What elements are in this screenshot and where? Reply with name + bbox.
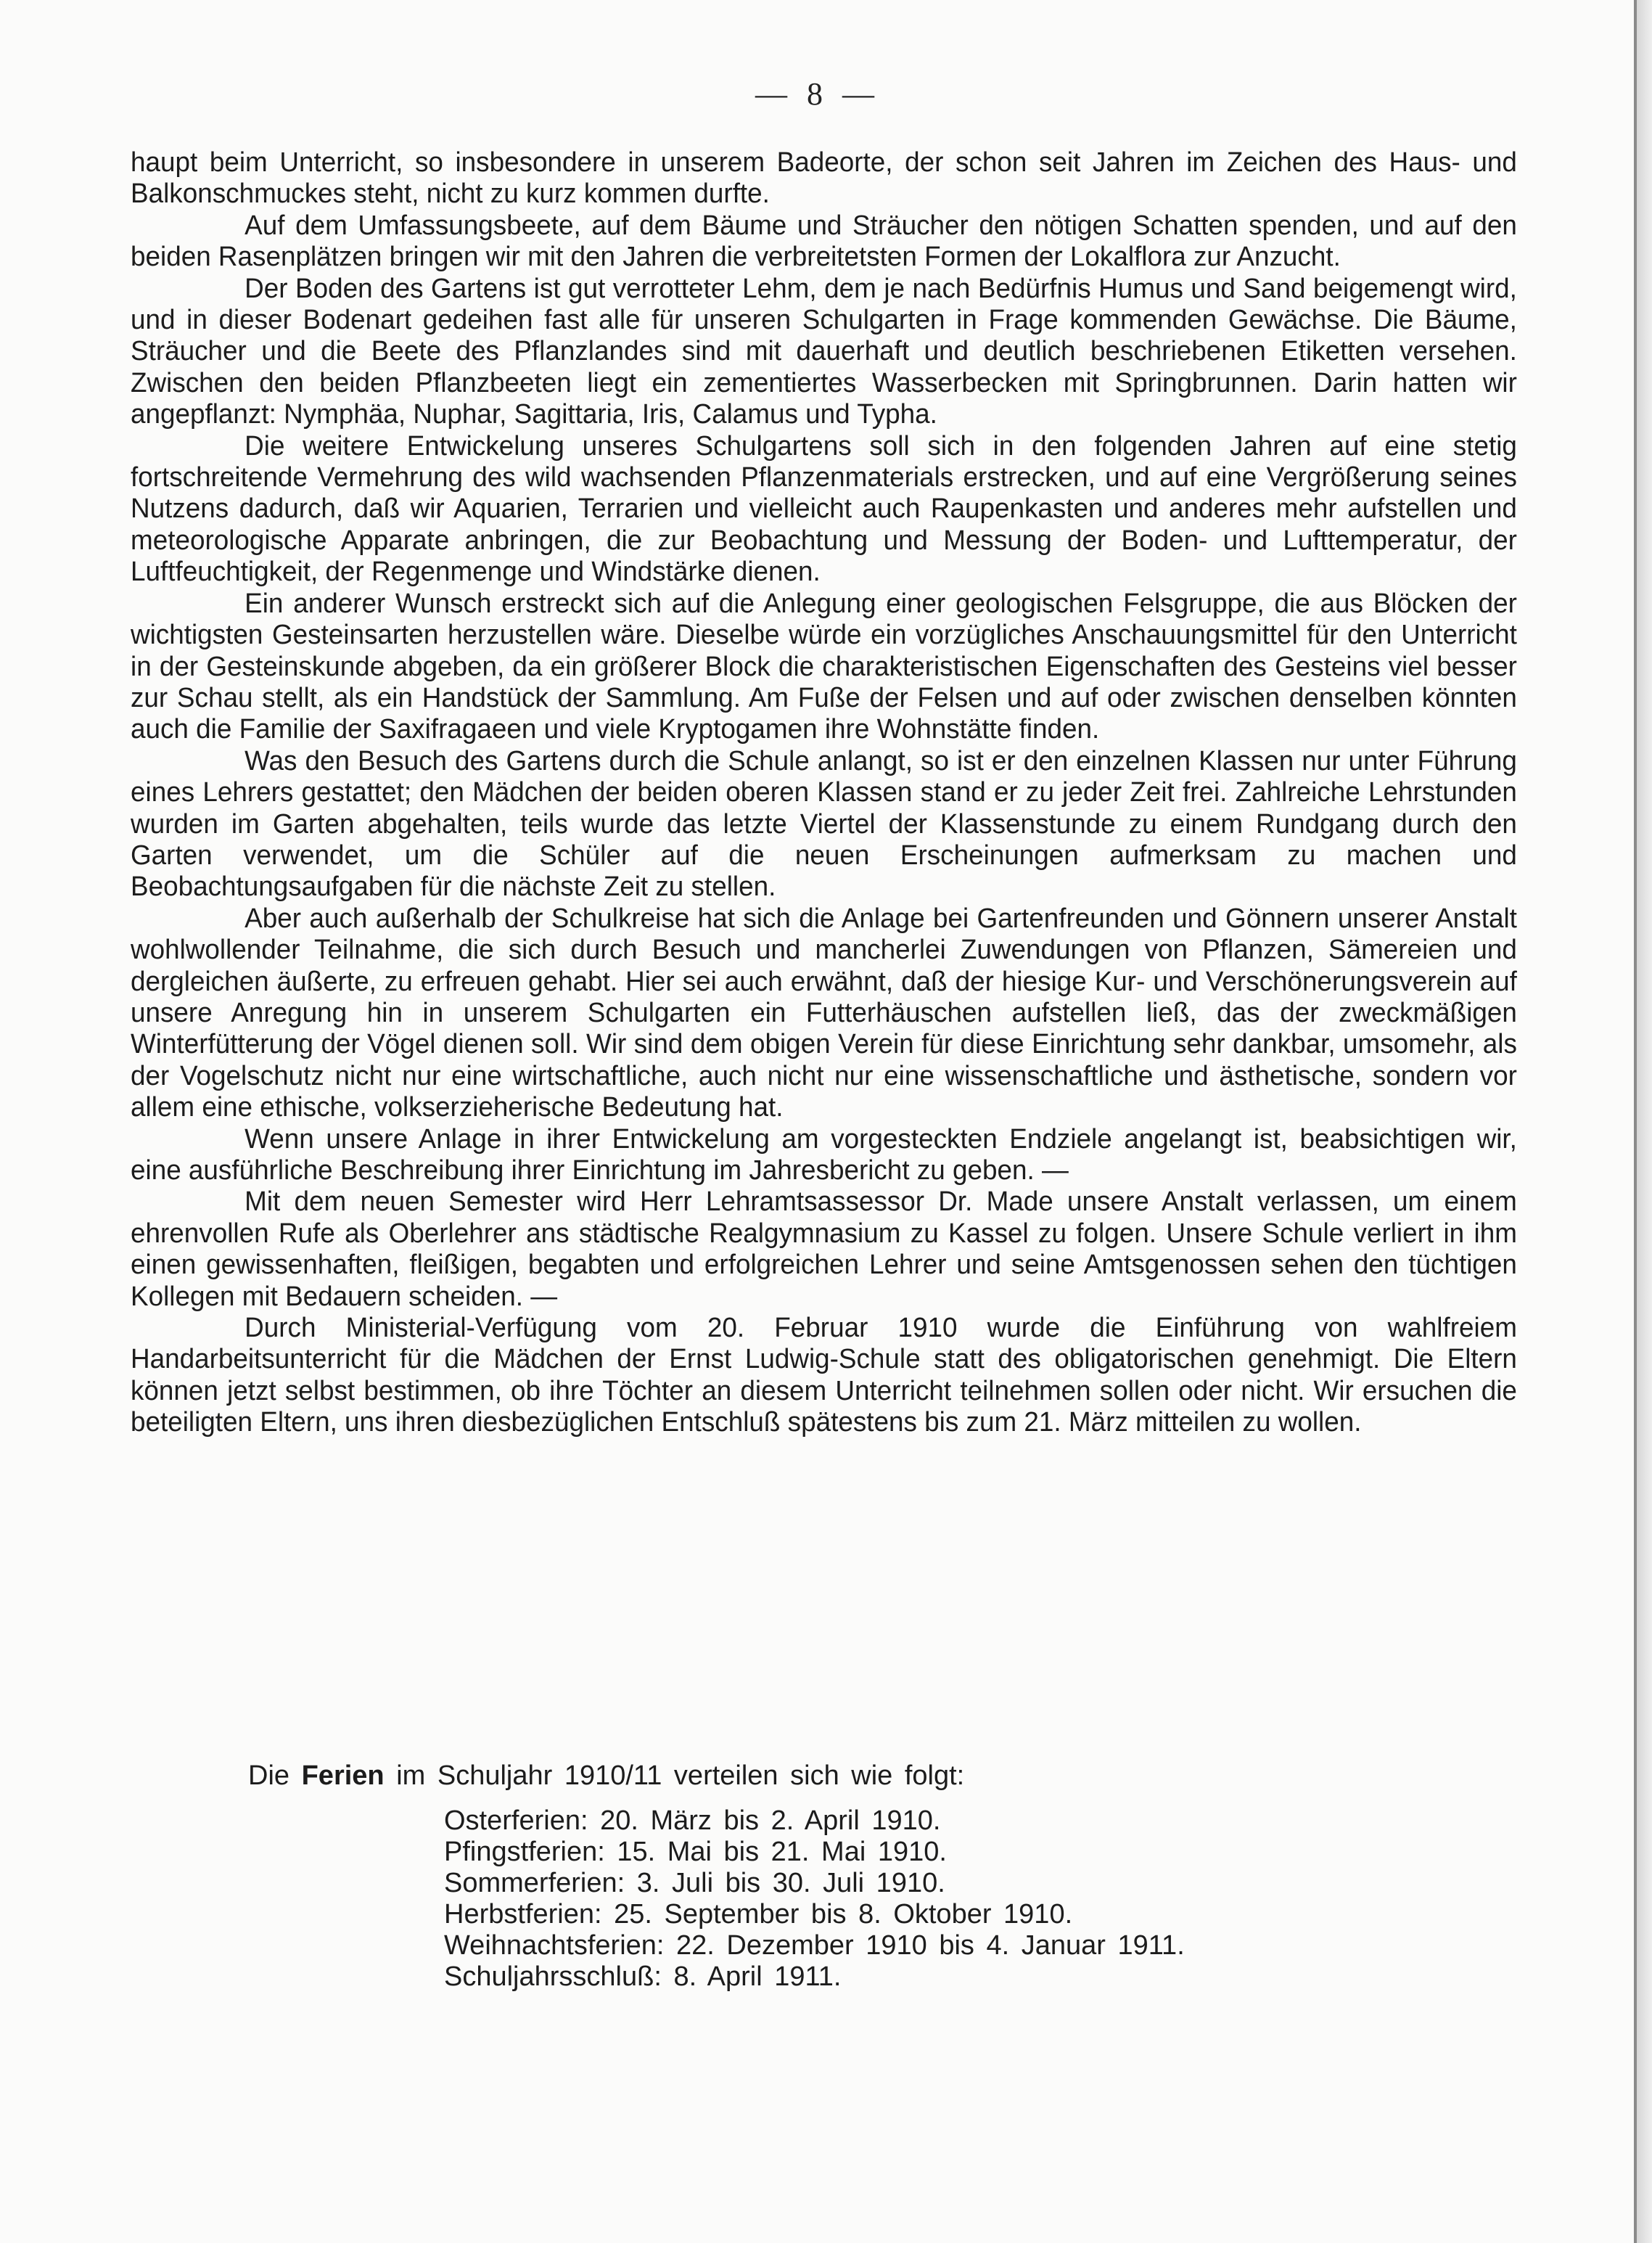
- holiday-intro: [248, 1760, 964, 1792]
- paragraph-2: Auf dem Umfassungsbeete, auf dem Bäume und Sträucher den nötigen Schatten spenden, und auf den beiden Rasenplätzen bringen wir mit den Jahren die verbreitetsten Formen der Lokalflora zur Anzucht.: [131, 210, 1517, 273]
- holiday-intro-bold: Ferien: [301, 1760, 385, 1791]
- holiday-row: [444, 1899, 1185, 1930]
- holiday-label: Pfingstferien:: [444, 1837, 605, 1867]
- holiday-dates: 8. April 1911.: [673, 1961, 842, 1992]
- paragraph-1: haupt beim Unterricht, so insbesondere in unserem Badeorte, der schon seit Jahren im Zeichen des Haus- und Balkonschmuckes steht, nicht zu kurz kommen durfte.: [131, 147, 1517, 210]
- paragraph-8: Wenn unsere Anlage in ihrer Entwickelung am vorgesteckten Endziele angelangt ist, beabsichtigen wir, eine ausführliche Beschreibung ihrer Einrichtung im Jahresbericht zu geben. —: [131, 1123, 1517, 1186]
- paragraph-6: Was den Besuch des Gartens durch die Schule anlangt, so ist er den einzelnen Klassen nur unter Führung eines Lehrers gestattet; den Mädchen der beiden oberen Klassen stand er zu jeder Zeit frei. Zahlreiche Lehrstunden wurden im Garten abgehalten, teils wurde das letzte Viertel der Klassenstunde zu einem Rundgang durch den Garten verwendet, um die Schüler auf die neuen Erscheinungen aufmerksam zu machen und Beobachtungsaufgaben für die nächste Zeit zu stellen.: [131, 745, 1517, 903]
- holiday-row: [444, 1961, 1185, 1993]
- holiday-row: [444, 1805, 1185, 1837]
- holiday-label: Herbstferien:: [444, 1899, 602, 1930]
- page-number: — 8 —: [755, 76, 880, 112]
- holiday-label: Sommerferien:: [444, 1868, 625, 1898]
- holiday-label: Osterferien:: [444, 1805, 588, 1836]
- holiday-dates: 22. Dezember 1910 bis 4. Januar 1911.: [676, 1930, 1185, 1961]
- holiday-list: [444, 1805, 1185, 1993]
- paragraph-4: Die weitere Entwickelung unseres Schulgartens soll sich in den folgenden Jahren auf eine stetig fortschreitende Vermehrung des wild wachsenden Pflanzenmaterials erstrecken, und auf eine Vergrößerung seines Nutzens dadurch, daß wir Aquarien, Terrarien und vielleicht auch Raupenkasten und anderes mehr aufstellen und meteorologische Apparate anbringen, die zur Beobachtung und Messung der Boden- und Lufttemperatur, der Luftfeuchtigkeit, der Regenmenge und Windstärke dienen.: [131, 430, 1517, 588]
- holiday-row: [444, 1837, 1185, 1868]
- holiday-dates: 15. Mai bis 21. Mai 1910.: [617, 1837, 947, 1867]
- holiday-label: Schuljahrsschluß:: [444, 1961, 662, 1992]
- holiday-dates: 3. Juli bis 30. Juli 1910.: [636, 1868, 945, 1898]
- holiday-label: Weihnachtsferien:: [444, 1930, 665, 1961]
- holiday-intro-after: im Schuljahr 1910/11 verteilen sich wie folgt:: [396, 1760, 965, 1791]
- paragraph-3: Der Boden des Gartens ist gut verrotteter Lehm, dem je nach Bedürfnis Humus und Sand beigemengt wird, und in dieser Bodenart gedeihen fast alle für unseren Schulgarten in Frage kommenden Gewächse. Die Bäume, Sträucher und die Beete des Pflanzlandes sind mit dauerhaft und deutlich beschriebenen Etiketten versehen. Zwischen den beiden Pflanzbeeten liegt ein zementiertes Wasserbecken mit Springbrunnen. Darin hatten wir angepflanzt: Nymphäa, Nuphar, Sagittaria, Iris, Calamus und Typha.: [131, 273, 1517, 430]
- holiday-intro-before: Die: [248, 1760, 290, 1791]
- holiday-dates: 25. September bis 8. Oktober 1910.: [614, 1899, 1073, 1930]
- holiday-row: [444, 1868, 1185, 1899]
- holiday-dates: 20. März bis 2. April 1910.: [600, 1805, 941, 1836]
- paragraph-5: Ein anderer Wunsch erstreckt sich auf die Anlegung einer geologischen Felsgruppe, die aus Blöcken der wichtigsten Gesteinsarten herzustellen wäre. Dieselbe würde ein vorzügliches Anschauungsmittel für den Unterricht in der Gesteinskunde abgeben, da ein größerer Block die charakteristischen Eigenschaften des Gesteins viel besser zur Schau stellt, als ein Handstück der Sammlung. Am Fuße der Felsen und auf oder zwischen denselben könnten auch die Familie der Saxifragaeen und viele Kryptogamen ihre Wohnstätte finden.: [131, 588, 1517, 745]
- adjacent-page-margin: [1637, 0, 1652, 2243]
- body-text: [131, 147, 1517, 1439]
- holiday-row: [444, 1930, 1185, 1961]
- paragraph-10: Durch Ministerial-Verfügung vom 20. Februar 1910 wurde die Einführung von wahlfreiem Handarbeitsunterricht für die Mädchen der Ernst Ludwig-Schule statt des obligatorischen genehmigt. Die Eltern können jetzt selbst bestimmen, ob ihre Töchter an diesem Unterricht teilnehmen sollen oder nicht. Wir ersuchen die beteiligten Eltern, uns ihren diesbezüglichen Entschluß spätestens bis zum 21. März mitteilen zu wollen.: [131, 1313, 1517, 1438]
- paragraph-9: Mit dem neuen Semester wird Herr Lehramtsassessor Dr. Made unsere Anstalt verlassen, um einem ehrenvollen Rufe als Oberlehrer ans städtische Realgymnasium zu Kassel zu folgen. Unsere Schule verliert in ihm einen gewissenhaften, fleißigen, begabten und erfolgreichen Lehrer und seine Amtsgenossen sehen den tüchtigen Kollegen mit Bedauern scheiden. —: [131, 1186, 1517, 1312]
- paragraph-7: Aber auch außerhalb der Schulkreise hat sich die Anlage bei Gartenfreunden und Gönnern unserer Anstalt wohlwollender Teilnahme, die sich durch Besuch und mancherlei Zuwendungen von Pflanzen, Sämereien und dergleichen äußerte, zu erfreuen gehabt. Hier sei auch erwähnt, daß der hiesige Kur- und Verschönerungsverein auf unsere Anregung hin in unserem Schulgarten ein Futterhäuschen aufstellen ließ, das der zweckmäßigen Winterfütterung der Vögel dienen soll. Wir sind dem obigen Verein für diese Einrichtung sehr dankbar, umsomehr, als der Vogelschutz nicht nur eine wirtschaftliche, auch nicht nur eine wissenschaftliche und ästhetische, sondern vor allem eine ethische, volkserzieherische Bedeutung hat.: [131, 903, 1517, 1123]
